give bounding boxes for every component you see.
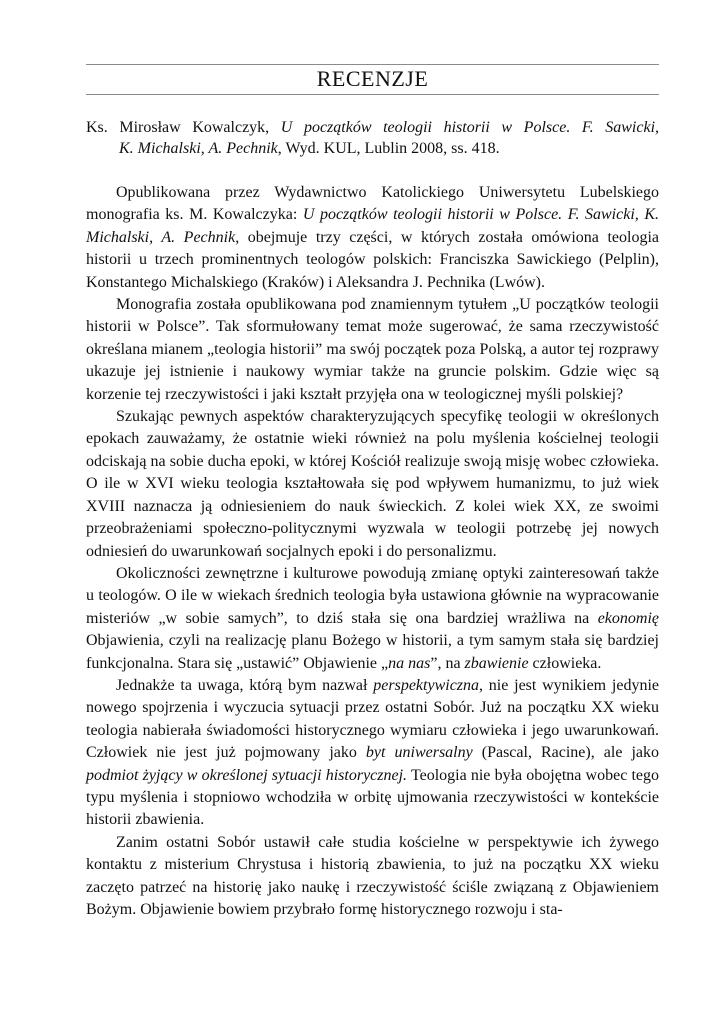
citation-title-line2: K. Michalski, A. Pechnik: [119, 140, 278, 157]
citation-title-line1: U początków teologii historii w Polsce. F. Sawicki,: [280, 119, 660, 136]
paragraph: Zanim ostatni Sobór ustawił całe studia kościelne w perspektywie ich żywego kontaktu z misterium Chrystusa i historią zbawienia, to już na początku XX wieku zaczęto patrzeć na historię jako naukę i rzeczywistość ściśle związaną z Objawieniem Bożym. Objawienie bowiem przybrało formę historycznego rozwoju i sta-: [86, 833, 659, 918]
review-body: [86, 182, 659, 921]
section-title: RECENZJE: [316, 66, 429, 91]
emphasis: ekonomię: [597, 609, 659, 627]
header-rule-bottom: [86, 94, 659, 95]
paragraph: Jednakże ta uwaga, którą bym nazwał perspektywiczna, nie jest wynikiem jedynie nowego spojrzenia i wyczucia sytuacji przez ostatni Sobór. Już na początku XX wieku teologia nabierała świadomości historycznego wymiaru człowieka i jego uwarunkowań. Człowiek nie jest już pojmowany jako byt uniwersalny (Pascal, Racine), ale jako podmiot żyjący w określonej sytuacji historycznej. Teologia nie była obojętna wobec tego typu myślenia i stopniowo wchodziła w orbitę ujmowania rzeczywistości w kontekście historii zbawienia.: [86, 676, 660, 829]
emphasis: zbawienie: [464, 654, 529, 672]
emphasis: perspektywiczna: [373, 676, 480, 694]
paragraph: Monografia została opublikowana pod znamiennym tytułem „U początków teologii historii w Polsce”. Tak sformułowany temat może sugerować, że sama rzeczywistość określana mianem „teologia historii” ma swój początek poza Polską, a autor tej rozprawy ukazuje jej istnienie i naukowy wymiar także na gruncie polskim. Gdzie więc są korzenie tej rzeczywistości i jaki kształt przyjęła ona w teologicznej myśli polskiej?: [86, 296, 659, 403]
emphasis: na nas: [388, 654, 431, 672]
paragraph: Szukając pewnych aspektów charakteryzujących specyfikę teologii w określonych epokach zauważamy, że ostatnie wieki również na polu myślenia kościelnej teologii odciskają na sobie ducha epoki, w której Kościół realizuje swoją misję wobec człowieka. O ile w XVI wieku teologia kształtowała się pod wpływem humanizmu, to już wiek XVIII naznacza ją odniesieniem do nauk świeckich. Z kolei wiek XX, ze swoimi przeobrażeniami społeczno-politycznymi wyzwala w teologii potrzebę jej nowych odniesień do uwarunkowań socjalnych epoki i do personalizmu.: [86, 408, 659, 560]
paragraph: Opublikowana przez Wydawnictwo Katolickiego Uniwersytetu Lubelskiego monografia ks. M. Kowalczyka: U początków teologii historii w Polsce. F. Sawicki, K. Michalski, A. Pechnik, obejmuje trzy części, w których została omówiona teologia historii u trzech prominentnych teologów polskich: Franciszka Sawickiego (Pelplin), Konstantego Michalskiego (Kraków) i Aleksandra J. Pechnika (Lwów).: [86, 184, 659, 291]
emphasis: byt uniwersalny: [365, 744, 473, 762]
citation-publisher: , Wyd. KUL, Lublin 2008, ss. 418.: [277, 140, 500, 157]
paragraph: Okoliczności zewnętrzne i kulturowe powodują zmianę optyki zainteresowań także u teologów. O ile w wiekach średnich teologia była ustawiona głównie na wypracowanie misteriów „w sobie samych”, to dziś stała się ona bardziej wrażliwa na ekonomię Objawienia, czyli na realizację planu Bożego w historii, a tym samym stała się bardziej funkcjonalna. Stara się „ustawić” Objawienie „na nas”, na zbawienie człowieka.: [86, 564, 659, 672]
citation-author: Ks. Mirosław Kowalczyk,: [86, 119, 281, 136]
emphasis: podmiot żyjący w określonej sytuacji historycznej.: [86, 766, 408, 784]
book-citation: [86, 117, 659, 159]
book-title-italic: U początków teologii historii w Polsce. F. Sawicki, K. Michalski, A. Pechnik: [86, 206, 659, 246]
